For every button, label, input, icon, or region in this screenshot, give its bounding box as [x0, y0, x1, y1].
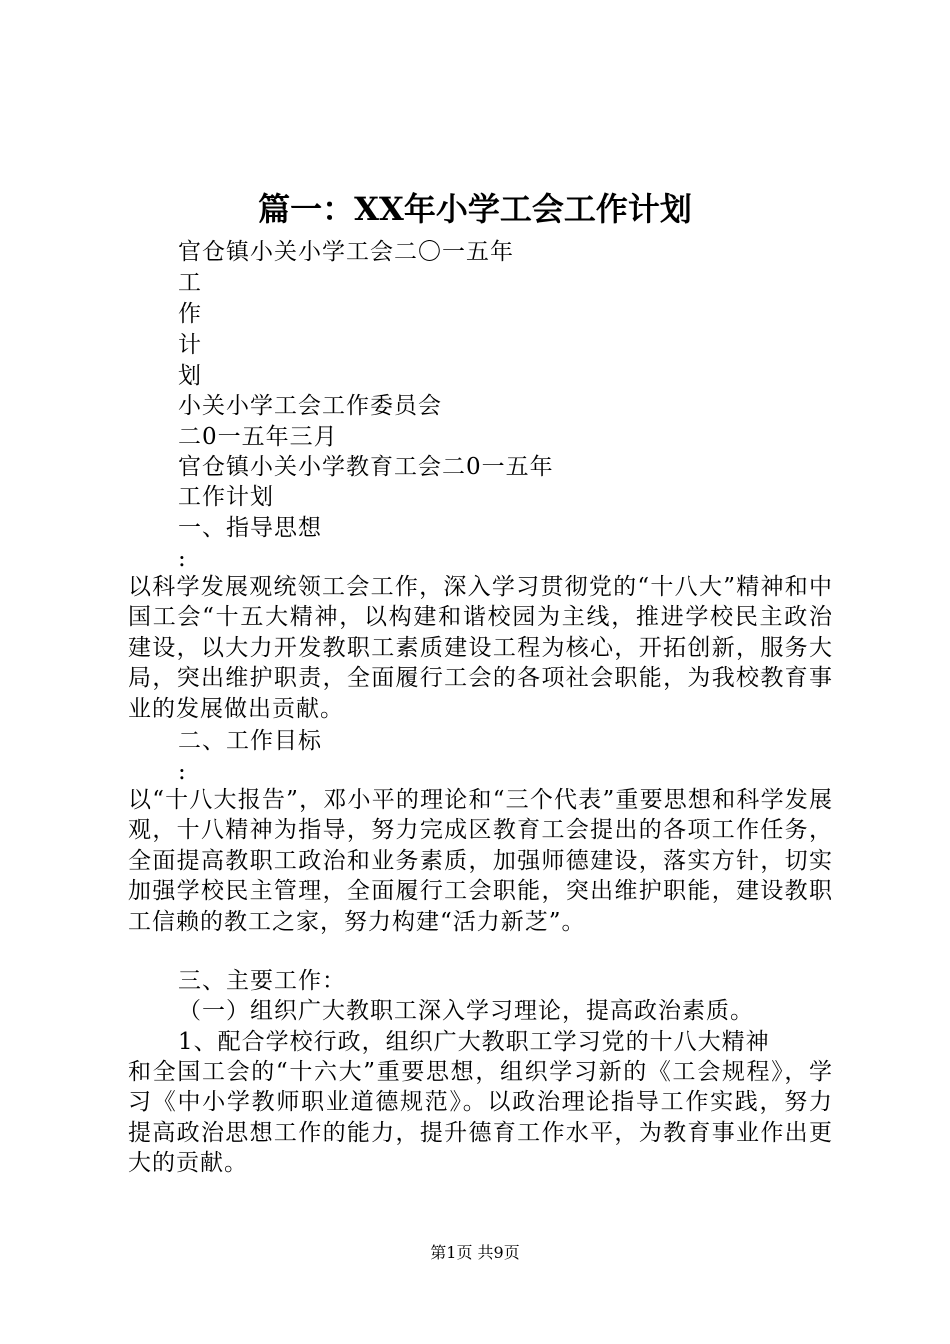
- heading-colon: :: [178, 546, 187, 572]
- cover-line: 小关小学工会工作委员会: [178, 393, 442, 419]
- list-item: 1、配合学校行政，组织广大教职工学习党的十八大精神: [178, 1029, 770, 1055]
- cover-line: 计: [178, 332, 202, 358]
- section-paragraph: 以科学发展观统领工会工作，深入学习贯彻党的“十八大”精神和中国工会“十五大精神，以构建和谐校园为主线，推进学校民主政治建设，以大力开发教职工素质建设工程为核心，开拓创新，服务大局，突出维护职责，全面履行工会的各项社会职能，为我校教育事业的发展做出贡献。: [128, 574, 833, 722]
- cover-line: 工作计划: [178, 484, 274, 510]
- cover-line: 二0一五年三月: [178, 424, 338, 450]
- cover-line: 官仓镇小关小学工会二〇一五年: [178, 239, 514, 265]
- section-paragraph: 以“十八大报告”，邓小平的理论和“三个代表”重要思想和科学发展观，十八精神为指导，努力完成区教育工会提出的各项工作任务，全面提高教职工政治和业务素质，加强师德建设，落实方针，切实加强学校民主管理，全面履行工会职能，突出维护职能，建设教职工信赖的教工之家，努力构建“活力新芝”。: [128, 787, 833, 935]
- page-footer: 第1页 共9页: [430, 1243, 520, 1262]
- section-heading: 二、工作目标: [178, 728, 322, 754]
- sub-heading: （一）组织广大教职工深入学习理论，提高政治素质。: [178, 998, 754, 1024]
- section-paragraph: 和全国工会的“十六大”重要思想，组织学习新的《工会规程》，学习《中小学教师职业道德规范》。以政治理论指导工作实践，努力提高政治思想工作的能力，提升德育工作水平，为教育事业作出更大的贡献。: [128, 1059, 833, 1177]
- section-heading: 三、主要工作：: [178, 968, 346, 994]
- cover-line: 划: [178, 363, 202, 389]
- page-title: 篇一：XX年小学工会工作计划: [258, 190, 692, 228]
- cover-line: 官仓镇小关小学教育工会二0一五年: [178, 454, 554, 480]
- cover-line: 工: [178, 270, 202, 296]
- section-heading: 一、指导思想: [178, 515, 322, 541]
- heading-colon: :: [178, 759, 187, 785]
- cover-line: 作: [178, 301, 202, 327]
